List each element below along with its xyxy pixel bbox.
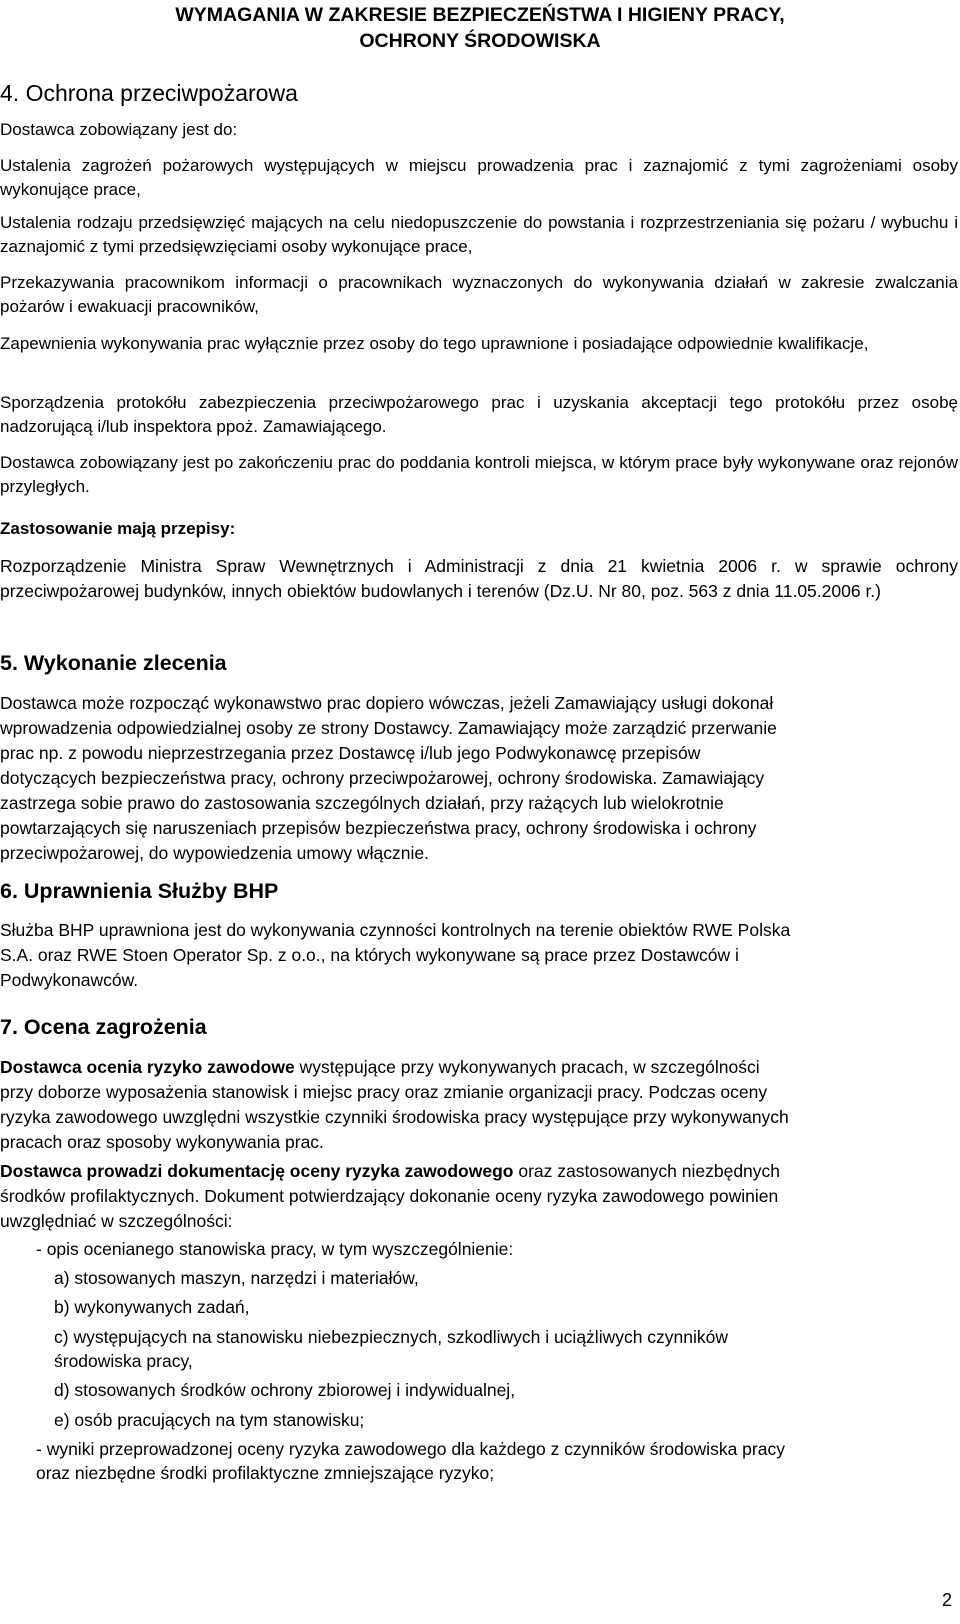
text-line: środków profilaktycznych. Dokument potwierdzający dokonanie oceny ryzyka zawodowego powinien bbox=[0, 1186, 779, 1206]
bold-lead: Dostawca prowadzi dokumentację oceny ryzyka zawodowego bbox=[0, 1161, 514, 1181]
section-4-paragraph-2: Ustalenia rodzaju przedsięwzięć mających na celu niedopuszczenie do powstania i rozprzestrzeniania się pożaru / wybuchu i zaznajomić z tymi przedsięwzięciami osoby wykonujące prace, bbox=[0, 213, 958, 256]
section-6-paragraph bbox=[0, 918, 958, 993]
text-line: Służba BHP uprawniona jest do wykonywania czynności kontrolnych na terenie obiektów RWE Polska bbox=[0, 920, 791, 940]
text-line: Dostawca może rozpocząć wykonawstwo prac dopiero wówczas, jeżeli Zamawiający usługi dokonał bbox=[0, 693, 774, 713]
assessment-item-2-continued: oraz niezbędne środki profilaktyczne zmniejszające ryzyko; bbox=[36, 1463, 495, 1483]
sub-item-d: d) stosowanych środków ochrony zbiorowej i indywidualnej, bbox=[54, 1380, 516, 1400]
text-line: wprowadzenia odpowiedzialnej osoby ze strony Dostawcy. Zamawiający może zarządzić przerwanie bbox=[0, 718, 777, 738]
sub-item-c-continued: środowiska pracy, bbox=[54, 1351, 193, 1371]
header-line-1: WYMAGANIA W ZAKRESIE BEZPIECZEŃSTWA I HIGIENY PRACY, bbox=[175, 4, 785, 26]
text-line: przeciwpożarowej, do wypowiedzenia umowy włącznie. bbox=[0, 843, 429, 863]
page-number: 2 bbox=[941, 1590, 952, 1610]
text-line: przy doborze wyposażenia stanowisk i miejsc pracy oraz zmianie organizacji pracy. Podczas oceny bbox=[0, 1082, 768, 1102]
section-4-title: 4. Ochrona przeciwpożarowa bbox=[0, 80, 298, 106]
section-4-paragraph-5: Sporządzenia protokółu zabezpieczenia przeciwpożarowego prac i uzyskania akceptacji tego protokółu przez osobę nadzorującą i/lub inspektora ppoż. Zamawiającego. bbox=[0, 393, 958, 436]
section-4-intro: Dostawca zobowiązany jest do: bbox=[0, 120, 238, 139]
section-7-paragraph-2 bbox=[0, 1159, 958, 1234]
text-line: prac np. z powodu nieprzestrzegania przez Dostawcę i/lub jego Podwykonawcę przepisów bbox=[0, 743, 701, 763]
text-line: uwzględniać w szczególności: bbox=[0, 1211, 233, 1231]
section-4-paragraph-6: Dostawca zobowiązany jest po zakończeniu prac do poddania kontroli miejsca, w którym prace były wykonywane oraz rejonów przyległych. bbox=[0, 453, 958, 496]
assessment-item-2: - wyniki przeprowadzonej oceny ryzyka zawodowego dla każdego z czynników środowiska pracy bbox=[36, 1439, 785, 1459]
regulations-text: Rozporządzenie Ministra Spraw Wewnętrznych i Administracji z dnia 21 kwietnia 2006 r. w sprawie ochrony przeciwpożarowej budynków, innych obiektów budowlanych i terenów (Dz.U. Nr 80, poz. 563 z dnia 11.05.2006 r.) bbox=[0, 556, 958, 601]
sub-item-b: b) wykonywanych zadań, bbox=[54, 1297, 250, 1317]
lead-rest: oraz zastosowanych niezbędnych bbox=[513, 1161, 781, 1181]
text-line: powtarzających się naruszeniach przepisów bezpieczeństwa pracy, ochrony środowiska i ochrony bbox=[0, 818, 757, 838]
section-7-title: 7. Ocena zagrożenia bbox=[0, 1015, 207, 1039]
sub-item-e: e) osób pracujących na tym stanowisku; bbox=[54, 1410, 365, 1430]
section-4-paragraph-1: Ustalenia zagrożeń pożarowych występujących w miejscu prowadzenia prac i zaznajomić z tymi zagrożeniami osoby wykonujące prace, bbox=[0, 156, 958, 199]
sub-item-a: a) stosowanych maszyn, narzędzi i materiałów, bbox=[54, 1268, 419, 1288]
text-line: pracach oraz sposoby wykonywania prac. bbox=[0, 1132, 324, 1152]
text-line bbox=[0, 1159, 958, 1184]
section-4-paragraph-4: Zapewnienia wykonywania prac wyłącznie przez osoby do tego uprawnione i posiadające odpowiednie kwalifikacje, bbox=[0, 334, 869, 353]
text-line: ryzyka zawodowego uwzględni wszystkie czynniki środowiska pracy występujące przy wykonywanych bbox=[0, 1107, 789, 1127]
header-line-2: OCHRONY ŚRODOWISKA bbox=[359, 30, 601, 52]
sub-item-c: c) występujących na stanowisku niebezpiecznych, szkodliwych i uciążliwych czynników bbox=[54, 1327, 729, 1347]
section-6-title: 6. Uprawnienia Służby BHP bbox=[0, 879, 279, 903]
text-line: Podwykonawców. bbox=[0, 970, 139, 990]
section-7-paragraph-1 bbox=[0, 1055, 958, 1155]
lead-rest: występujące przy wykonywanych pracach, w szczególności bbox=[294, 1057, 760, 1077]
regulations-heading: Zastosowanie mają przepisy: bbox=[0, 519, 236, 538]
text-line bbox=[0, 1055, 958, 1080]
text-line: zastrzega sobie prawo do zastosowania szczególnych działań, przy rażących lub wielokrotnie bbox=[0, 793, 724, 813]
section-5-paragraph bbox=[0, 691, 958, 866]
text-line: dotyczących bezpieczeństwa pracy, ochrony przeciwpożarowej, ochrony środowiska. Zamawiający bbox=[0, 768, 765, 788]
bold-lead: Dostawca ocenia ryzyko zawodowe bbox=[0, 1057, 295, 1077]
section-4-paragraph-3: Przekazywania pracownikom informacji o pracownikach wyznaczonych do wykonywania działań w zakresie zwalczania pożarów i ewakuacji pracowników, bbox=[0, 273, 958, 316]
assessment-item-1: - opis ocenianego stanowiska pracy, w tym wyszczególnienie: bbox=[36, 1239, 514, 1259]
text-line: S.A. oraz RWE Stoen Operator Sp. z o.o., na których wykonywane są prace przez Dostawców i bbox=[0, 945, 739, 965]
section-5-title: 5. Wykonanie zlecenia bbox=[0, 651, 227, 675]
